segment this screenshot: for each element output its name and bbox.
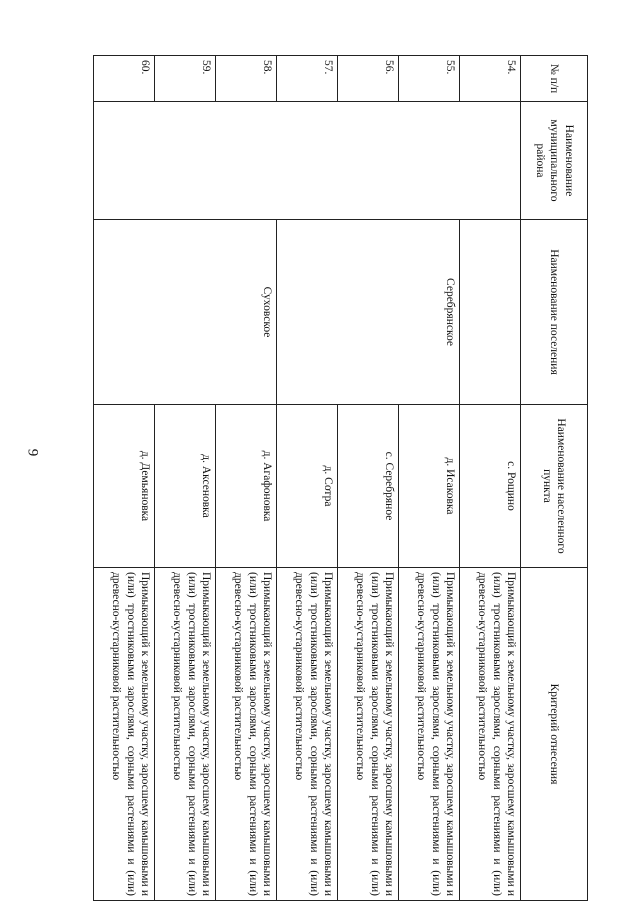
- header-locality: Наименование населенного пункта: [521, 405, 588, 568]
- criterion-cell: Примыкающий к земельному участку, заросшему камышовыми и (или) тростниковыми зарослями, сорными растениями и (или) древесно-кустарниковой растительностью: [399, 568, 460, 901]
- locality-cell: д. Демьяновка: [94, 405, 155, 568]
- row-number: 55.: [399, 56, 460, 102]
- settlement-cell: Суховское: [94, 220, 277, 405]
- row-number: 59.: [155, 56, 216, 102]
- row-number: 58.: [216, 56, 277, 102]
- row-number: 54.: [460, 56, 521, 102]
- settlement-cell: [460, 220, 521, 405]
- page-number: 9: [24, 448, 41, 457]
- criterion-cell: Примыкающий к земельному участку, заросшему камышовыми и (или) тростниковыми зарослями, сорными растениями и (или) древесно-кустарниковой растительностью: [94, 568, 155, 901]
- table-row: [460, 56, 521, 901]
- locality-cell: д. Исаковка: [399, 405, 460, 568]
- criterion-cell: Примыкающий к земельному участку, заросшему камышовыми и (или) тростниковыми зарослями, сорными растениями и (или) древесно-кустарниковой растительностью: [338, 568, 399, 901]
- criterion-cell: Примыкающий к земельному участку, заросшему камышовыми и (или) тростниковыми зарослями, сорными растениями и (или) древесно-кустарниковой растительностью: [277, 568, 338, 901]
- rotated-table-page: [55, 55, 588, 900]
- locality-cell: с. Рощино: [460, 405, 521, 568]
- table-header-row: [521, 56, 588, 901]
- locality-cell: с. Серебряное: [338, 405, 399, 568]
- header-district: Наименование муниципального района: [521, 102, 588, 220]
- localities-table: [93, 55, 588, 901]
- header-criterion: Критерий отнесения: [521, 568, 588, 901]
- criterion-cell: Примыкающий к земельному участку, заросшему камышовыми и (или) тростниковыми зарослями, сорными растениями и (или) древесно-кустарниковой растительностью: [216, 568, 277, 901]
- locality-cell: д. Сотра: [277, 405, 338, 568]
- criterion-cell: Примыкающий к земельному участку, заросшему камышовыми и (или) тростниковыми зарослями, сорными растениями и (или) древесно-кустарниковой растительностью: [155, 568, 216, 901]
- district-cell: [94, 102, 521, 220]
- row-number: 56.: [338, 56, 399, 102]
- criterion-cell: Примыкающий к земельному участку, заросшему камышовыми и (или) тростниковыми зарослями, сорными растениями и (или) древесно-кустарниковой растительностью: [460, 568, 521, 901]
- settlement-cell: Серебрянское: [277, 220, 460, 405]
- row-number: 60.: [94, 56, 155, 102]
- header-number: № п/п: [521, 56, 588, 102]
- header-settlement: Наименование поселения: [521, 220, 588, 405]
- row-number: 57.: [277, 56, 338, 102]
- locality-cell: д. Агафоновка: [216, 405, 277, 568]
- locality-cell: д. Аксеновка: [155, 405, 216, 568]
